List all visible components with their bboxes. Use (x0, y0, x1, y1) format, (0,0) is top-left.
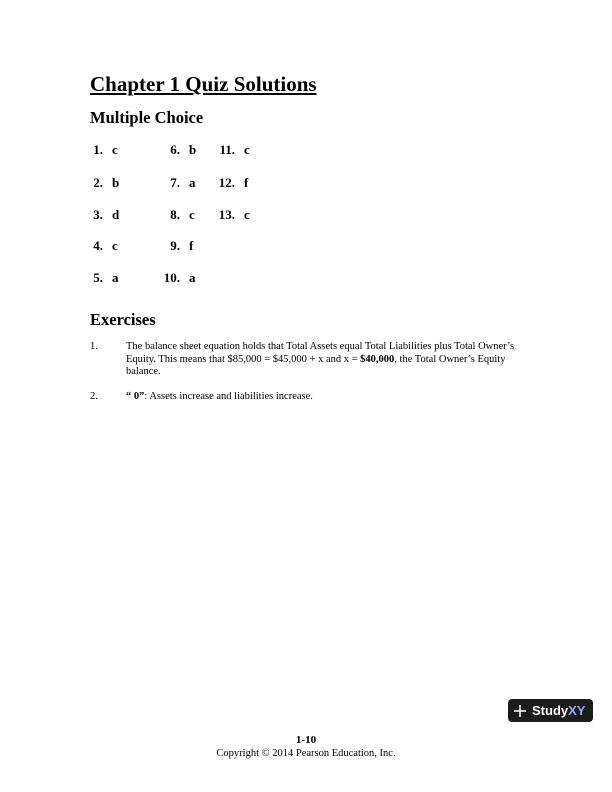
answer-letter: d (112, 207, 120, 222)
answer-number: 9. (170, 238, 180, 253)
answer-letter: c (189, 207, 195, 222)
answer-number: 6. (170, 142, 180, 157)
answer-item (90, 271, 119, 284)
answer-number: 12. (218, 175, 235, 190)
exercise-item (90, 341, 520, 379)
multiple-choice-heading: Multiple Choice (90, 108, 204, 127)
answer-number: 1. (93, 142, 103, 157)
answer-number: 10. (163, 270, 180, 285)
answer-letter: c (244, 207, 250, 222)
exercise-text-part: , the Total Owner’s Equity balance. (126, 353, 506, 377)
answer-number: 5. (93, 270, 103, 285)
exercise-item (90, 391, 520, 404)
answer-number: 8. (170, 207, 180, 222)
exercise-text (126, 341, 520, 379)
page-number: 1-10 (295, 734, 317, 746)
answer-letter: f (189, 238, 194, 253)
answer-letter: c (244, 142, 250, 157)
exercise-text-part: The balance sheet equation holds that Total Assets equal Total Liabilities plus Total Owner’s Equity. This means that $85,000 = $45,000 + x and x = (126, 341, 515, 365)
answer-item (215, 208, 250, 221)
exercise-text (126, 391, 520, 404)
exercise-answer: $40,000 (360, 353, 395, 365)
answer-letter: a (112, 270, 119, 285)
studyxy-badge[interactable] (508, 699, 593, 722)
answer-item (159, 271, 196, 284)
answer-number: 3. (93, 207, 103, 222)
badge-text-accent: XY (568, 703, 586, 718)
answer-item (90, 176, 119, 189)
exercises-heading: Exercises (90, 310, 156, 329)
answer-item (159, 143, 196, 156)
answer-item (90, 239, 118, 252)
answer-letter: c (112, 238, 118, 253)
exercise-text-part: : Assets increase and liabilities increase. (144, 391, 313, 402)
plus-icon (513, 704, 527, 718)
copyright: Copyright © 2014 Pearson Education, Inc. (216, 748, 396, 759)
answer-number: 2. (93, 175, 103, 190)
answer-item (159, 208, 195, 221)
answer-letter: f (244, 175, 249, 190)
answer-number: 11. (219, 142, 235, 157)
exercise-number: 2. (90, 391, 98, 402)
page-title: Chapter 1 Quiz Solutions (90, 72, 317, 96)
answer-letter: a (189, 270, 196, 285)
exercise-number: 1. (90, 341, 98, 352)
answer-number: 13. (218, 207, 235, 222)
answer-item (90, 208, 119, 221)
answer-item (215, 143, 250, 156)
answer-item (159, 176, 196, 189)
badge-text: Study (532, 703, 569, 718)
answer-number: 4. (93, 238, 103, 253)
answer-letter: a (189, 175, 196, 190)
answer-item (215, 176, 248, 189)
answer-item (90, 143, 118, 156)
exercise-answer: “ 0” (126, 391, 145, 402)
answer-letter: b (189, 142, 197, 157)
answer-item (159, 239, 193, 252)
answer-number: 7. (170, 175, 180, 190)
answer-letter: c (112, 142, 118, 157)
answer-letter: b (112, 175, 120, 190)
